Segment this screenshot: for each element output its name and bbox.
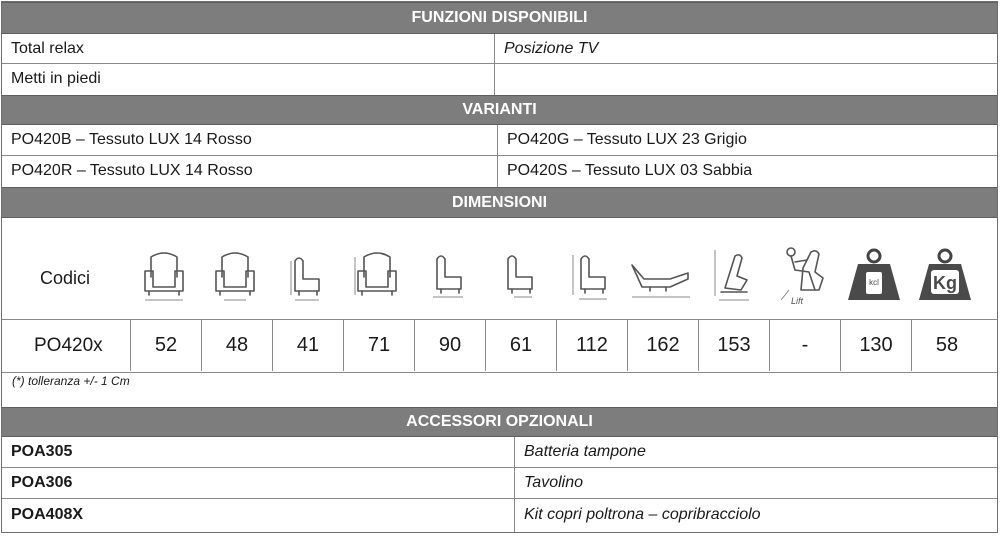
dim-value: 61 (485, 320, 556, 371)
lift-label: Lift (791, 296, 804, 306)
chair-side-height-icon (556, 242, 624, 308)
dimensions-table (2, 218, 997, 370)
funzione-right (494, 64, 997, 95)
dim-value: 153 (698, 320, 769, 371)
dim-value: 52 (130, 320, 201, 371)
weight-kcl-label: kcl (869, 278, 879, 287)
dimension-values-row (2, 319, 997, 373)
accessori-row (2, 499, 997, 532)
dim-value: 71 (343, 320, 414, 371)
variante-right: PO420S – Tessuto LUX 03 Sabbia (497, 156, 997, 187)
chair-side-seat-depth-icon (485, 242, 553, 308)
section-header-varianti: VARIANTI (2, 95, 997, 125)
chair-front-width-icon (130, 242, 198, 308)
funzione-right: Posizione TV (494, 34, 997, 63)
dim-value: - (769, 320, 840, 371)
funzioni-row (2, 64, 997, 95)
weight-kcl-icon (840, 242, 908, 308)
chair-lift-height-icon (698, 242, 766, 308)
accessory-code: POA306 (11, 474, 73, 491)
accessory-description: Batteria tampone (514, 437, 997, 467)
section-header-dimensioni: DIMENSIONI (2, 187, 997, 218)
chair-front-height-icon (343, 242, 411, 308)
variante-right: PO420G – Tessuto LUX 23 Grigio (497, 125, 997, 155)
chair-side-depth-icon (272, 242, 340, 308)
accessory-description: Kit copri poltrona – copribracciolo (514, 499, 997, 532)
varianti-row (2, 125, 997, 156)
dim-value: 130 (840, 320, 911, 371)
codici-label: Codici (40, 268, 91, 288)
funzione-left: Metti in piedi (11, 70, 101, 87)
section-header-funzioni: FUNZIONI DISPONIBILI (2, 2, 997, 34)
chair-side-total-depth-icon (414, 242, 482, 308)
varianti-row (2, 156, 997, 187)
accessori-row (2, 468, 997, 499)
chair-lift-person-icon (769, 242, 837, 308)
product-code: PO420x (34, 335, 103, 356)
variante-left: PO420B – Tessuto LUX 14 Rosso (11, 131, 252, 148)
funzione-left: Total relax (11, 40, 84, 57)
accessory-code: POA305 (11, 443, 73, 460)
dim-value: 58 (911, 320, 982, 371)
product-spec-sheet (1, 1, 998, 533)
weight-kg-label: Kg (933, 273, 957, 293)
funzioni-row (2, 34, 997, 64)
variante-left: PO420R – Tessuto LUX 14 Rosso (11, 162, 253, 179)
tolerance-note: (*) tolleranza +/- 1 Cm (12, 374, 130, 388)
dim-value: 112 (556, 320, 627, 371)
dim-value: 41 (272, 320, 343, 371)
chair-front-seat-icon (201, 242, 269, 308)
chair-reclined-length-icon (627, 242, 695, 308)
section-header-accessori: ACCESSORI OPZIONALI (2, 407, 997, 437)
accessory-description: Tavolino (514, 468, 997, 498)
accessory-code: POA408X (11, 506, 84, 523)
dim-value: 48 (201, 320, 272, 371)
weight-kg-icon (911, 242, 979, 308)
dim-value: 162 (627, 320, 698, 371)
accessori-row (2, 437, 997, 468)
dim-value: 90 (414, 320, 485, 371)
